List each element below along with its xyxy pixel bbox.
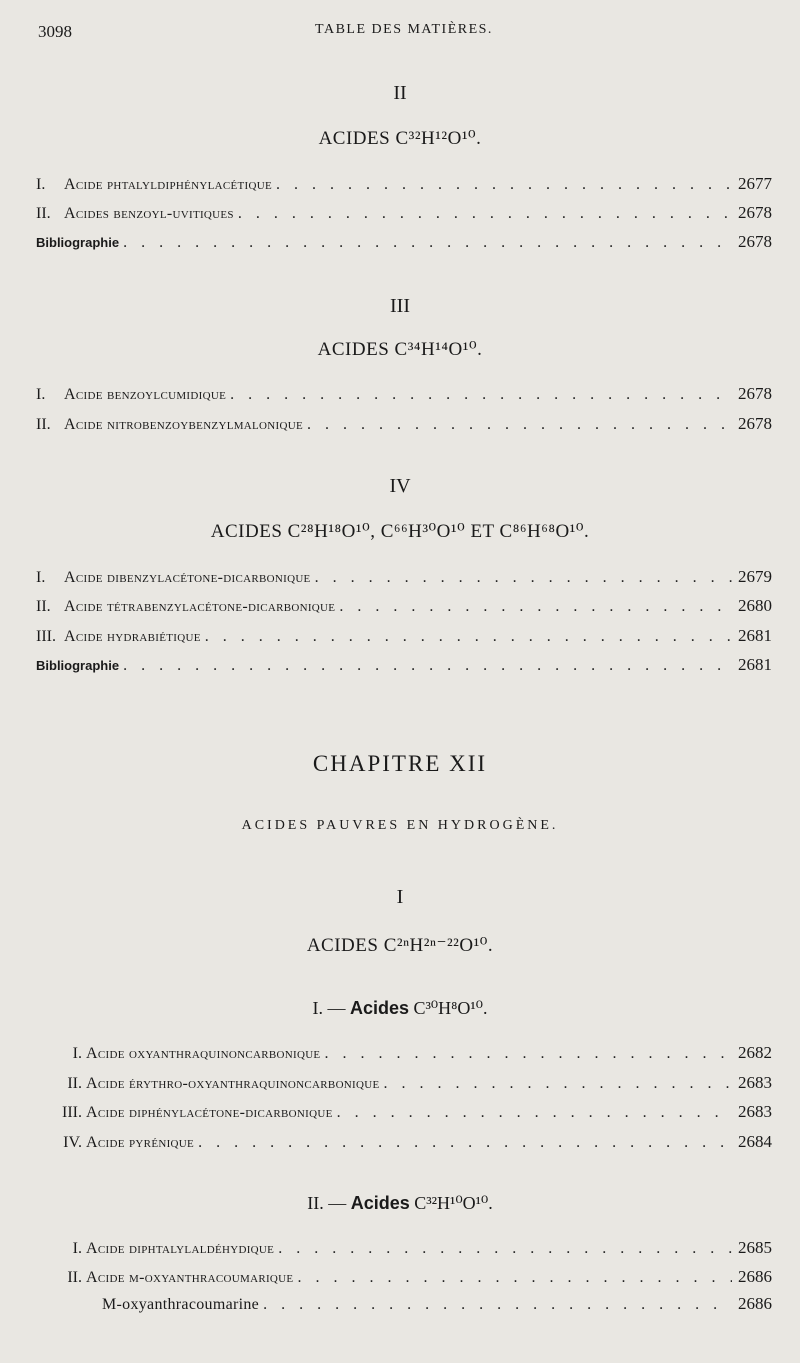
entry-number: I. (72, 1045, 82, 1062)
section-numeral: IV (389, 475, 411, 497)
entry-page: 2680 (738, 596, 772, 615)
page-header (38, 22, 770, 46)
dot-leader (293, 1269, 732, 1287)
entry-name: Acide diphtalylaldéhydique (86, 1240, 275, 1257)
dot-leader (380, 1075, 732, 1093)
entry-page: 2678 (738, 203, 772, 222)
dot-leader (272, 176, 732, 194)
dot-leader (311, 569, 732, 587)
entry-page: 2686 (738, 1267, 772, 1286)
entry-number: II. (36, 598, 51, 615)
entry-page: 2686 (738, 1294, 772, 1313)
entry-number: III. (62, 1104, 82, 1121)
toc-entry[interactable] (36, 1238, 772, 1260)
toc-entry[interactable] (36, 1043, 772, 1065)
entry-number: II. (67, 1269, 82, 1286)
toc-entry[interactable] (36, 1102, 772, 1124)
bibliography-label: Bibliographie (36, 658, 120, 673)
entry-name: Acide oxyanthraquinoncarbonique (86, 1045, 321, 1062)
section-title: ACIDES C²ⁿH²ⁿ⁻²²O¹⁰. (306, 935, 494, 956)
entry-number: I. (72, 1240, 82, 1257)
entry-number: II. (67, 1075, 82, 1092)
section-numeral: III (390, 295, 410, 317)
dot-leader (119, 234, 732, 252)
dot-leader (335, 598, 732, 616)
toc-entry[interactable] (36, 626, 772, 648)
bibliography-entry[interactable] (36, 655, 772, 677)
dot-leader (194, 1134, 732, 1152)
entry-number: I. (36, 386, 46, 403)
entry-page: 2685 (738, 1238, 772, 1257)
toc-entry[interactable] (36, 174, 772, 196)
subsection-title (0, 1193, 800, 1214)
subsection-prefix: II. — (307, 1193, 347, 1213)
dot-leader (320, 1045, 732, 1063)
toc-entry[interactable] (36, 384, 772, 406)
entry-name: Acide diphénylacétone-dicarbonique (86, 1104, 333, 1121)
entry-page: 2684 (738, 1132, 772, 1151)
entry-name: Acide nitrobenzoybenzylmalonique (64, 416, 304, 433)
running-title: TABLE DES MATIÈRES. (315, 22, 493, 37)
section-numeral: I (396, 886, 404, 908)
entry-number: II. (36, 416, 51, 433)
entry-page: 2678 (738, 232, 772, 251)
toc-entry[interactable] (36, 567, 772, 589)
toc-entry[interactable] (36, 414, 772, 436)
section-title: ACIDES C³²H¹²O¹⁰. (318, 128, 482, 149)
entry-name: Acides benzoyl-uvitiques (64, 205, 234, 222)
dot-leader (303, 416, 732, 434)
entry-name: Acide phtalyldiphénylacétique (64, 176, 273, 193)
entry-page: 2677 (738, 174, 772, 193)
dot-leader (201, 628, 732, 646)
dot-leader (274, 1240, 732, 1258)
subsection-prefix: I. — (312, 998, 346, 1018)
entry-name: Acide benzoylcumidique (64, 386, 227, 403)
subsection-title (0, 998, 800, 1019)
entry-name: Acide hydrabiétique (64, 628, 201, 645)
entry-number: II. (36, 205, 51, 222)
subsection-word: Acides (350, 1193, 410, 1213)
chapter-title: CHAPITRE XII (312, 751, 488, 776)
entry-number: I. (36, 176, 46, 193)
toc-entry[interactable] (36, 203, 772, 225)
dot-leader (226, 386, 732, 404)
section-title: ACIDES C³⁴H¹⁴O¹⁰. (317, 339, 483, 360)
subsection-formula: C³²H¹⁰O¹⁰. (414, 1193, 493, 1213)
subsection-formula: C³⁰H⁸O¹⁰. (413, 998, 488, 1018)
entry-name: Acide tétrabenzylacétone-dicarbonique (64, 598, 336, 615)
dot-leader (119, 657, 732, 675)
section-title: ACIDES C²⁸H¹⁸O¹⁰, C⁶⁶H³⁰O¹⁰ ET C⁸⁶H⁶⁸O¹⁰. (210, 521, 590, 542)
entry-name: M-oxyanthracoumarine (102, 1296, 260, 1313)
entry-name: Acide dibenzylacétone-dicarbonique (64, 569, 311, 586)
page-number: 3098 (38, 22, 72, 41)
entry-page: 2681 (738, 626, 772, 645)
dot-leader (333, 1104, 732, 1122)
entry-number: I. (36, 569, 46, 586)
entry-page: 2678 (738, 384, 772, 403)
toc-entry[interactable] (36, 596, 772, 618)
toc-entry[interactable] (36, 1267, 772, 1289)
toc-entry[interactable] (36, 1073, 772, 1095)
entry-page: 2683 (738, 1102, 772, 1121)
entry-name: Acide m-oxyanthracoumarique (86, 1269, 294, 1286)
section-numeral: II (393, 82, 407, 104)
entry-page: 2681 (738, 655, 772, 674)
entry-page: 2678 (738, 414, 772, 433)
subsection-word: Acides (349, 998, 409, 1018)
entry-page: 2683 (738, 1073, 772, 1092)
bibliography-entry[interactable] (36, 232, 772, 254)
bibliography-label: Bibliographie (36, 235, 120, 250)
entry-name: Acide érythro-oxyanthraquinoncarbonique (86, 1075, 380, 1092)
entry-page: 2679 (738, 567, 772, 586)
dot-leader (234, 205, 732, 223)
entry-number: III. (36, 628, 56, 645)
dot-leader (259, 1296, 732, 1314)
entry-name: Acide pyrénique (86, 1134, 195, 1151)
toc-entry[interactable] (36, 1132, 772, 1154)
entry-number: IV. (63, 1134, 82, 1151)
chapter-subtitle: ACIDES PAUVRES EN HYDROGÈNE. (241, 818, 559, 833)
toc-entry[interactable] (36, 1294, 772, 1316)
entry-page: 2682 (738, 1043, 772, 1062)
